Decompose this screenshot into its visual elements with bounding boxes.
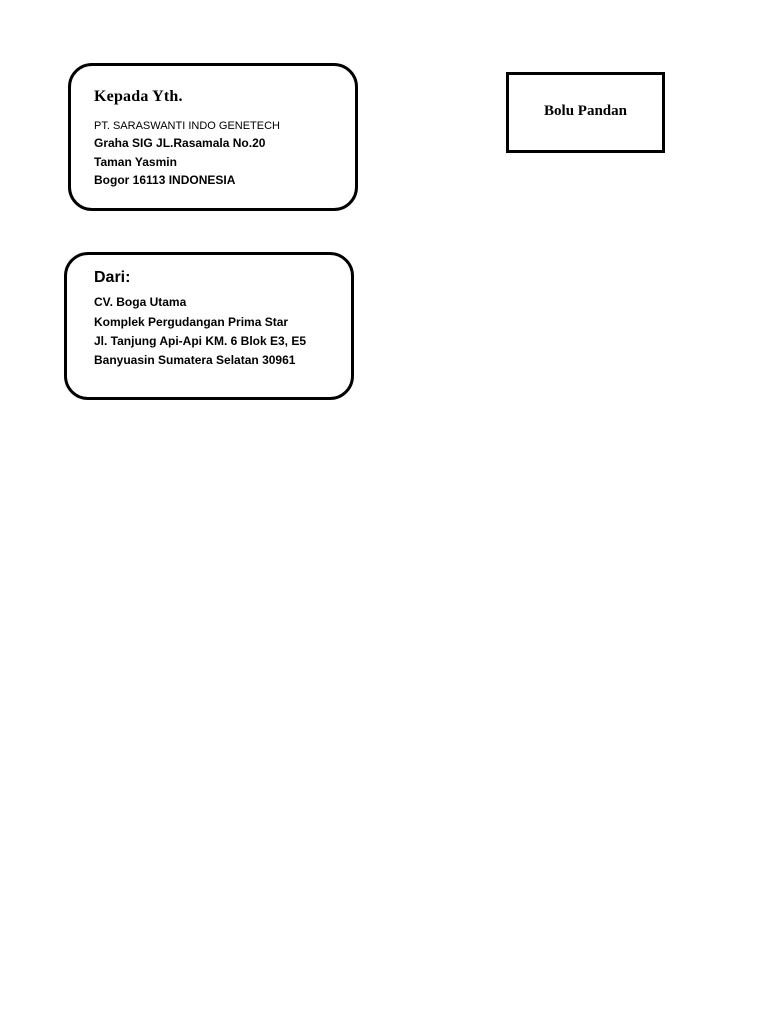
recipient-address-line-1: Graha SIG JL.Rasamala No.20 bbox=[94, 136, 266, 150]
sender-label bbox=[64, 252, 354, 400]
recipient-company: PT. SARASWANTI INDO GENETECH bbox=[94, 120, 281, 132]
recipient-heading: Kepada Yth. bbox=[94, 88, 183, 105]
sender-heading: Dari: bbox=[94, 269, 131, 286]
product-name: Bolu Pandan bbox=[544, 103, 627, 119]
recipient-address-line-2: Taman Yasmin bbox=[94, 155, 177, 169]
recipient-address-line-3: Bogor 16113 INDONESIA bbox=[94, 173, 236, 187]
sender-address-line-3: Banyuasin Sumatera Selatan 30961 bbox=[94, 353, 296, 367]
sender-address-line-1: Komplek Pergudangan Prima Star bbox=[94, 315, 289, 329]
sender-address-line-2: Jl. Tanjung Api-Api KM. 6 Blok E3, E5 bbox=[94, 334, 307, 348]
recipient-label bbox=[68, 63, 358, 211]
product-label bbox=[506, 72, 665, 153]
sender-name: CV. Boga Utama bbox=[94, 295, 187, 309]
